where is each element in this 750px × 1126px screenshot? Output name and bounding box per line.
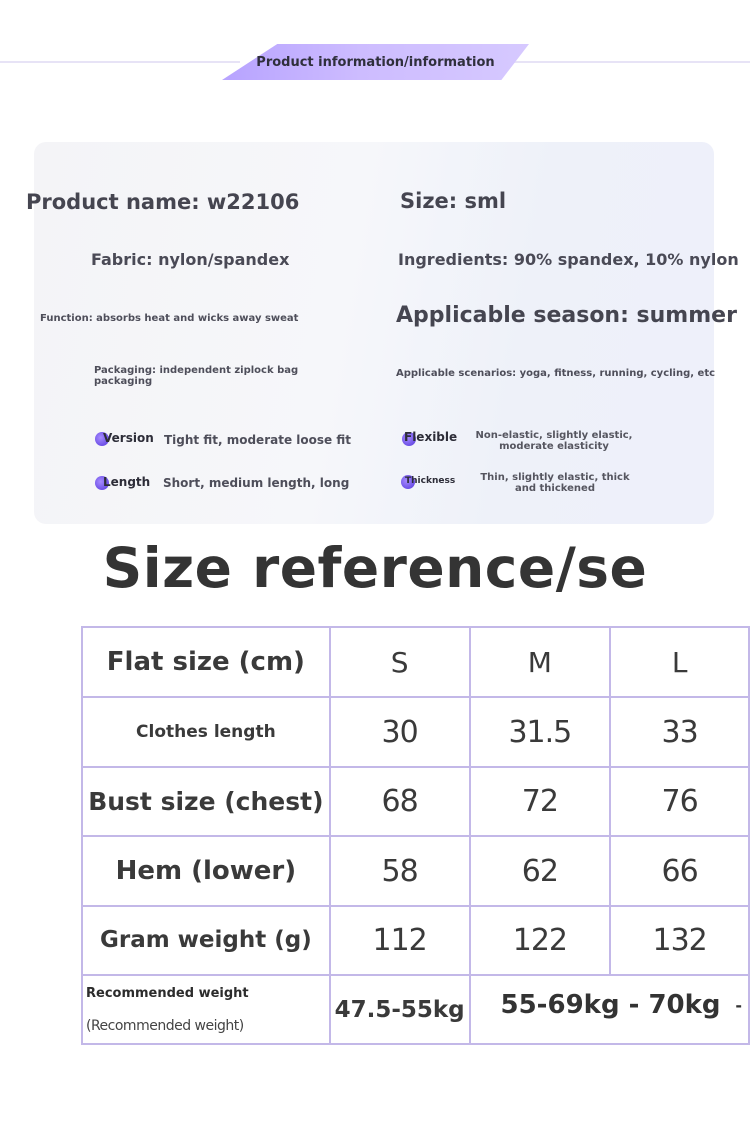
scenarios-info: Applicable scenarios: yoga, fitness, running, cycling, etc [396,368,716,379]
recommended-sublabel: (Recommended weight) [86,1017,244,1034]
fabric-info: Fabric: nylon/spandex [91,250,290,269]
header-line-left [0,61,240,63]
table-row [82,906,749,975]
recommended-m-value: 55-69kg - 70kg [500,990,721,1020]
cell-hem-m: 62 [470,836,611,906]
cell-recommended-ml [470,975,750,1044]
table-row [82,767,749,836]
row-label-hem: Hem (lower) [82,836,330,906]
cell-clothes-length-m: 31.5 [470,697,611,767]
packaging-info: Packaging: independent ziplock bag packaging [94,365,299,387]
thickness-label: Thickness [405,476,456,486]
cell-bust-size-s: 68 [330,767,470,836]
cell-bust-size-m: 72 [470,767,611,836]
size-info: Size: sml [400,189,507,213]
cell-recommended-s: 47.5-55kg [330,975,470,1044]
version-label: Version [103,431,154,445]
row-label-clothes-length: Clothes length [82,697,330,767]
table-row [82,697,749,767]
table-row-recommended [82,975,749,1044]
header-size-s: S [330,627,470,697]
flexible-label: Flexible [404,430,458,444]
length-value: Short, medium length, long [163,476,350,490]
recommended-l-value: - [735,996,742,1015]
table-row [82,836,749,906]
size-table [81,626,750,1045]
table-header-row [82,627,749,697]
version-value: Tight fit, moderate loose fit [164,433,351,447]
length-label: Length [103,475,151,489]
row-label-recommended [82,975,330,1044]
cell-gram-weight-s: 112 [330,906,470,975]
ingredients-info: Ingredients: 90% spandex, 10% nylon [398,250,739,269]
header-size-l: L [610,627,749,697]
header-line-right [512,61,750,63]
recommended-label: Recommended weight [86,985,249,1001]
row-label-bust-size: Bust size (chest) [82,767,330,836]
cell-gram-weight-m: 122 [470,906,611,975]
function-info: Function: absorbs heat and wicks away sweat [40,313,299,324]
flexible-value: Non-elastic, slightly elastic, moderate elasticity [475,430,633,452]
product-name: Product name: w22106 [26,190,300,214]
thickness-value: Thin, slightly elastic, thick and thickened [480,472,630,494]
cell-hem-l: 66 [610,836,749,906]
cell-hem-s: 58 [330,836,470,906]
header-size-m: M [470,627,611,697]
cell-bust-size-l: 76 [610,767,749,836]
header-title: Product information/information [256,54,495,70]
row-label-gram-weight: Gram weight (g) [82,906,330,975]
cell-gram-weight-l: 132 [610,906,749,975]
header-flat-size: Flat size (cm) [82,627,330,697]
cell-clothes-length-l: 33 [610,697,749,767]
cell-clothes-length-s: 30 [330,697,470,767]
size-reference-heading: Size reference/se [102,536,648,600]
season-info: Applicable season: summer [396,303,737,328]
